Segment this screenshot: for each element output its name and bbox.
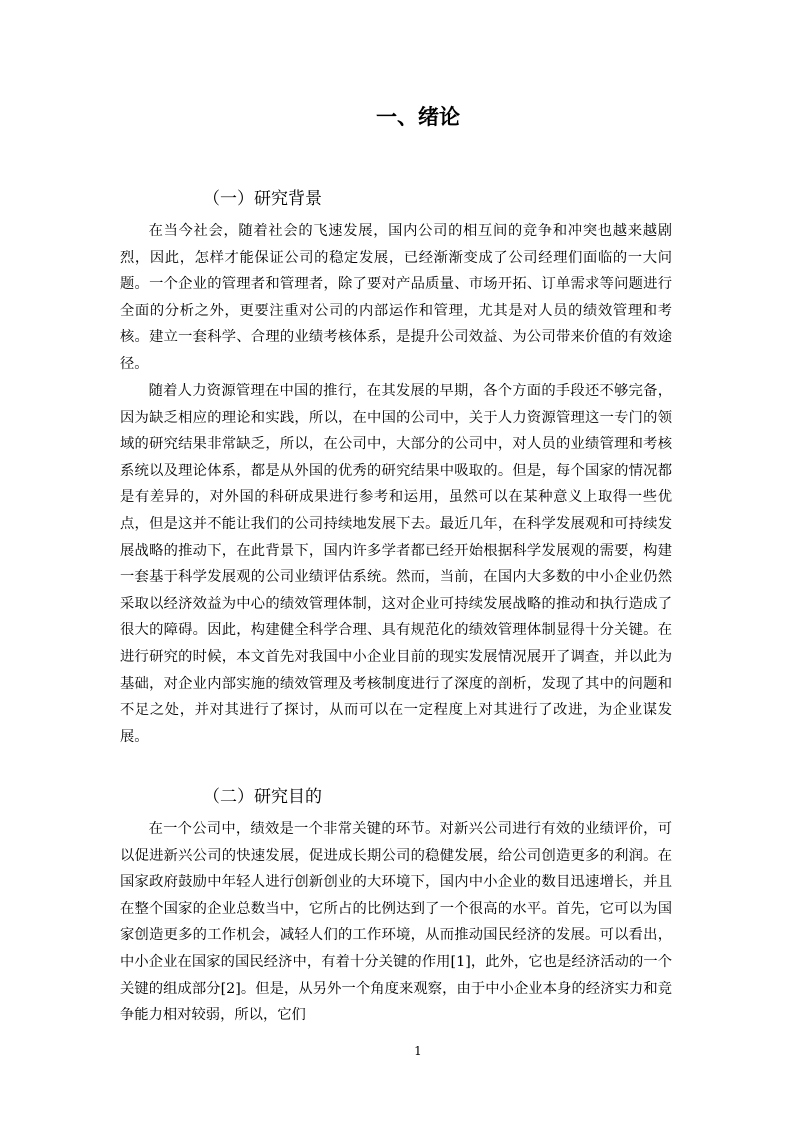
section-heading-purpose: （二）研究目的 xyxy=(203,787,322,807)
section-heading-background: （一）研究背景 xyxy=(203,189,322,209)
paragraph-purpose-1: 在一个公司中，绩效是一个非常关键的环节。对新兴公司进行有效的业绩评价，可以促进新兴公司的快速发展，促进成长期公司的稳健发展，给公司创造更多的利润。在国家政府鼓励中年轻人进行创新创业的大环境下，国内中小企业的数目迅速增长，并且在整个国家的企业总数当中，它所占的比例达到了一个很高的水平。首先，它可以为国家创造更多的工作机会，减轻人们的工作环境，从而推动国民经济的发展。可以看出，中小企业在国家的国民经济中，有着十分关键的作用[1]，此外，它也是经济活动的一个关键的组成部分[2]。但是，从另外一个角度来观察，由于中小企业本身的经济实力和竞争能力相对较弱，所以，它们 xyxy=(120,821,672,1024)
chapter-title: 一、绪论 xyxy=(376,105,460,129)
paragraph-background-2: 随着人力资源管理在中国的推行，在其发展的早期，各个方面的手段还不够完备，因为缺乏相应的理论和实践，所以，在中国的公司中，关于人力资源管理这一专门的领域的研究结果非常缺乏，所以，在公司中，大部分的公司中，对人员的业绩管理和考核系统以及理论体系，都是从外国的优秀的研究结果中吸取的。但是，每个国家的情况都是有差异的，对外国的科研成果进行参考和运用，虽然可以在某种意义上取得一些优点，但是这并不能让我们的公司持续地发展下去。最近几年，在科学发展观和可持续发展战略的推动下，在此背景下，国内许多学者都已经开始根据科学发展观的需要，构建一套基于科学发展观的公司业绩评估系统。然而，当前，在国内大多数的中小企业仍然采取以经济效益为中心的绩效管理体制，这对企业可持续发展战略的推动和执行造成了很大的障碍。因此，构建健全科学合理、具有规范化的绩效管理体制显得十分关键。在进行研究的时候，本文首先对我国中小企业目前的现实发展情况展开了调查，并以此为基础，对企业内部实施的绩效管理及考核制度进行了深度的剖析，发现了其中的问题和不足之处，并对其进行了探讨，从而可以在一定程度上对其进行了改进，为企业谋发展。 xyxy=(120,383,672,745)
paragraph-background-1: 在当今社会，随着社会的飞速发展，国内公司的相互间的竞争和冲突也越来越剧烈，因此，怎样才能保证公司的稳定发展，已经渐渐变成了公司经理们面临的一大问题。一个企业的管理者和管理者，除了要对产品质量、市场开拓、订单需求等问题进行全面的分析之外，更要注重对公司的内部运作和管理，尤其是对人员的绩效管理和考核。建立一套科学、合理的业绩考核体系，是提升公司效益、为公司带来价值的有效途径。 xyxy=(120,223,672,372)
page-number: 1 xyxy=(414,1044,422,1058)
